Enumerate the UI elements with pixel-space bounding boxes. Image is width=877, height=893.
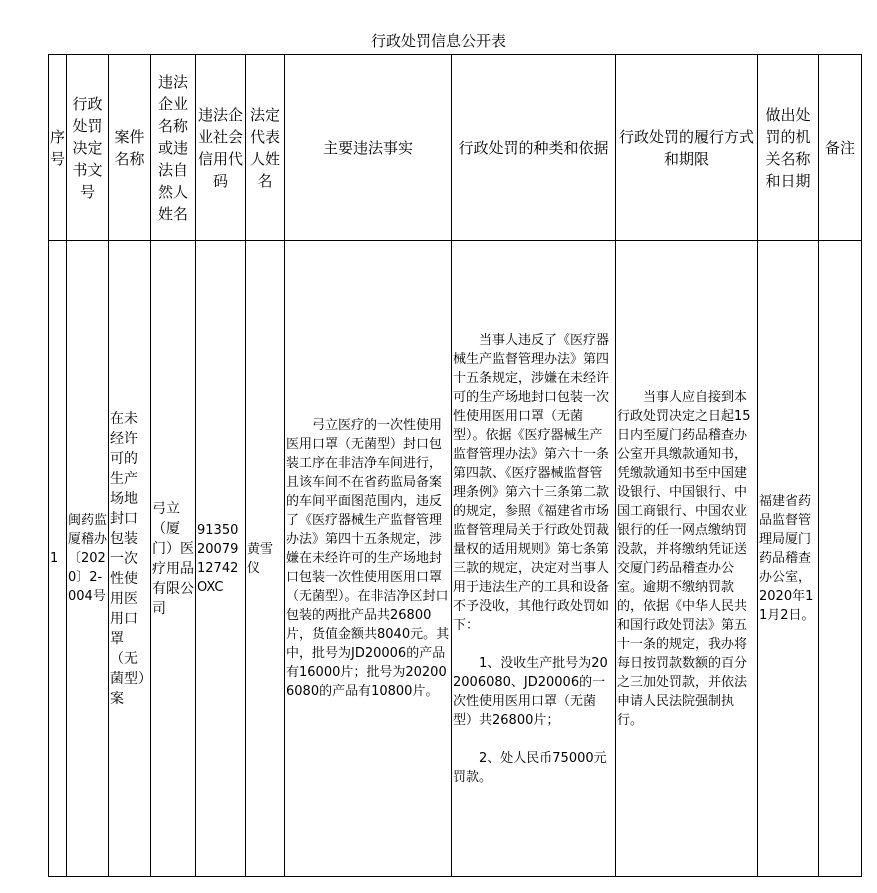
header-row: [49, 55, 862, 241]
cell-facts: [285, 241, 452, 877]
cell-legal-rep: 黄雪仪: [246, 241, 285, 877]
cell-case-name: 在未经许可的生产场地封口包装一次性使用医用口罩（无菌型）案: [109, 241, 151, 877]
execution-text: 当事人应自接到本行政处罚决定之日起15日内至厦门药品稽查办公室开具缴款通知书，凭缴款通知书至中国建设银行、中国银行、中国工商银行、中国农业银行的任一网点缴纳罚没款，并将缴纳凭证送交厦门药品稽查办公室。逾期不缴纳罚款的，依据《中华人民共和国行政处罚法》第五十一条的规定，我办将每日按罚款数额的百分之三加处罚款，并依法申请人民法院强制执行。: [617, 389, 751, 728]
header-authority: 做出处罚的机关名称和日期: [758, 55, 819, 241]
cell-authority: 福建省药品监督管理局厦门药品稽查办公室，2020年11月2日。: [758, 241, 819, 877]
header-basis: 行政处罚的种类和依据: [452, 55, 616, 241]
basis-item-1: 1、没收生产批号为202006080、JD20006的一次性使用医用口罩（无菌型）共26800片；: [453, 655, 608, 728]
header-legal-rep: 法定代表人姓名: [246, 55, 285, 241]
cell-remark: [819, 241, 862, 877]
header-remark: 备注: [819, 55, 862, 241]
cell-basis: [452, 241, 616, 877]
page-title: 行政处罚信息公开表: [370, 32, 506, 50]
header-seq: 序号: [49, 55, 67, 241]
header-facts: 主要违法事实: [285, 55, 452, 241]
header-execution: 行政处罚的履行方式和期限: [616, 55, 758, 241]
cell-doc-no: 闽药监厦稽办〔2020〕2-004号: [67, 241, 109, 877]
penalty-table: [48, 54, 862, 877]
facts-text: 弓立医疗的一次性使用医用口罩（无菌型）封口包装工序在非洁净车间进行，且该车间不在省药监局备案的车间平面图范围内，违反了《医疗器械生产监督管理办法》第四十五条规定，涉嫌在未经许可的生产场地封口包装一次性使用医用口罩（无菌型）。在非洁净区封口包装的两批产品共26800片，货值金额共8040元。其中，批号为JD20006的产品有16000片；批号为202006080的产品有10800片。: [286, 418, 450, 699]
header-party: 违法企业名称或违法自然人姓名: [151, 55, 196, 241]
cell-execution: [616, 241, 758, 877]
header-credit-code: 违法企业社会信用代码: [196, 55, 246, 241]
table-row: [49, 241, 862, 877]
cell-party: 弓立（厦门）医疗用品有限公司: [151, 241, 196, 877]
header-case-name: 案件名称: [109, 55, 151, 241]
header-doc-no: 行政处罚决定书文号: [67, 55, 109, 241]
cell-credit-code: 913502007912742OXC: [196, 241, 246, 877]
basis-item-2: 2、处人民币75000元罚款。: [453, 750, 607, 785]
cell-seq: 1: [49, 241, 67, 877]
basis-intro: 当事人违反了《医疗器械生产监督管理办法》第四十五条规定，涉嫌在未经许可的生产场地封口包装一次性使用医用口罩（无菌型）。依据《医疗器械生产监督管理办法》第六十一条第四款、《医疗器械监督管理条例》第六十三条第二款的规定，参照《福建省市场监督管理局关于行政处罚裁量权的适用规则》第七条第三款的规定，决定对当事人用于违法生产的工具和设备不予没收，其他行政处罚如下：: [453, 332, 610, 633]
